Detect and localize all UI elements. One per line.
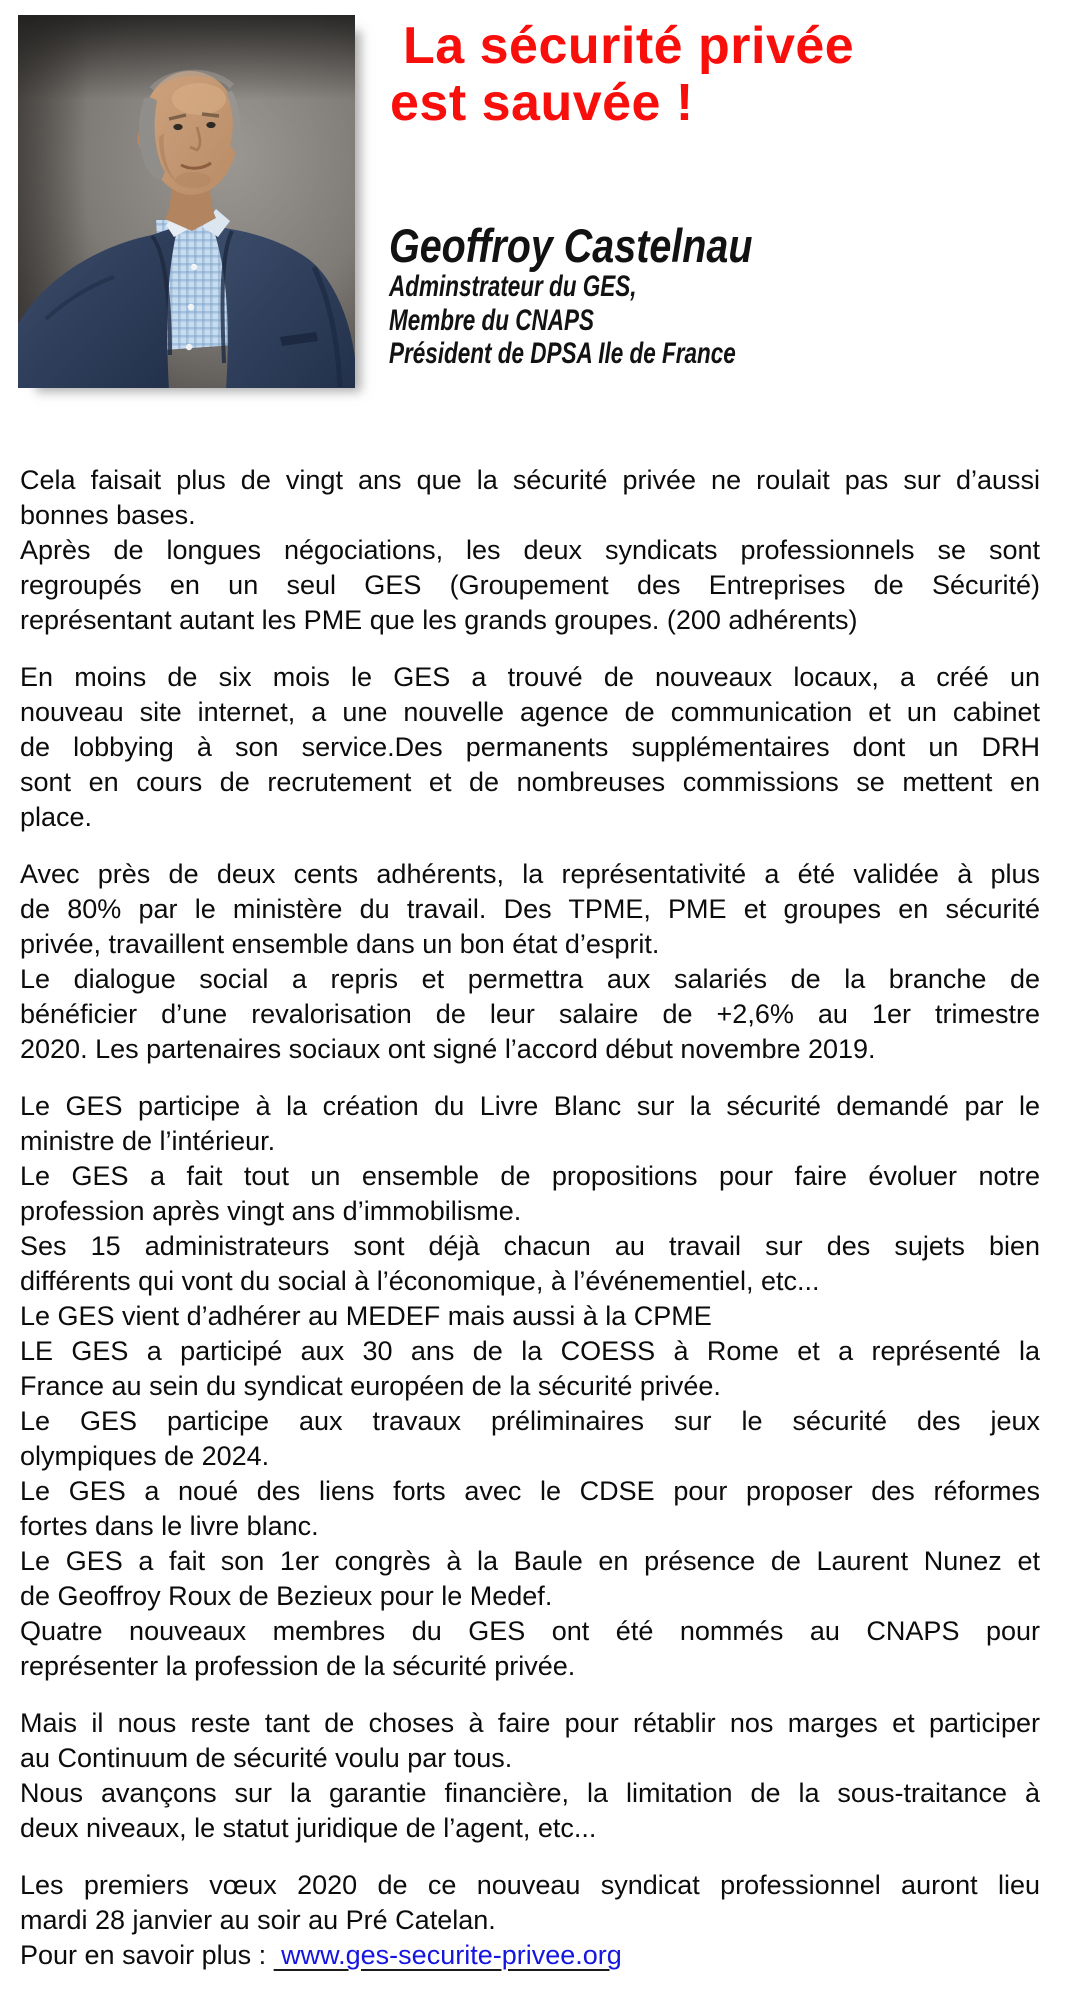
body-text-line: Le GES vient d’adhérer au MEDEF mais aussi à la CPME bbox=[20, 1301, 712, 1331]
body-text-line: nouveau site internet, a une nouvelle agence de communication et un cabinet bbox=[20, 697, 1040, 727]
body-text-line: fortes dans le livre blanc. bbox=[20, 1511, 319, 1541]
paragraph-block bbox=[20, 1868, 1040, 1973]
body-text-line: Le GES participe aux travaux préliminaires sur le sécurité des jeux bbox=[20, 1406, 1040, 1436]
header bbox=[0, 0, 1080, 463]
article-body bbox=[20, 463, 1040, 1973]
link-prefix-text: Pour en savoir plus : bbox=[20, 1940, 274, 1970]
paragraph-block bbox=[20, 660, 1040, 835]
body-text-line: regroupés en un seul GES (Groupement des Entreprises de Sécurité) bbox=[20, 570, 1040, 600]
body-text-line: deux niveaux, le statut juridique de l’agent, etc... bbox=[20, 1813, 597, 1843]
author-name: Geoffroy Castelnau bbox=[389, 219, 753, 272]
paragraph-block bbox=[20, 1706, 1040, 1846]
body-text-line: Le GES participe à la création du Livre Blanc sur la sécurité demandé par le bbox=[20, 1091, 1040, 1121]
body-text-line: Le GES a fait son 1er congrès à la Baule en présence de Laurent Nunez et bbox=[20, 1546, 1040, 1576]
body-text-line: 2020. Les partenaires sociaux ont signé l’accord début novembre 2019. bbox=[20, 1034, 876, 1064]
body-text-line: Après de longues négociations, les deux syndicats professionnels se sont bbox=[20, 535, 1040, 565]
body-text-line: de Geoffroy Roux de Bezieux pour le Medef. bbox=[20, 1581, 553, 1611]
body-text-line: de 80% par le ministère du travail. Des TPME, PME et groupes en sécurité bbox=[20, 894, 1040, 924]
body-text-line: ministre de l’intérieur. bbox=[20, 1126, 276, 1156]
body-text-line: place. bbox=[20, 802, 93, 832]
paragraph-block bbox=[20, 1089, 1040, 1684]
body-text-line: représenter la profession de la sécurité privée. bbox=[20, 1651, 576, 1681]
author-role-2: Membre du CNAPS bbox=[389, 303, 595, 337]
body-text-line: Quatre nouveaux membres du GES ont été nommés au CNAPS pour bbox=[20, 1616, 1040, 1646]
body-text-line: représentant autant les PME que les grands groupes. (200 adhérents) bbox=[20, 605, 858, 635]
paragraph-block bbox=[20, 857, 1040, 1067]
body-text-line: Le GES a noué des liens forts avec le CDSE pour proposer des réformes bbox=[20, 1476, 1040, 1506]
body-text-line: France au sein du syndicat européen de la sécurité privée. bbox=[20, 1371, 721, 1401]
body-text-line: différents qui vont du social à l’économique, à l’événementiel, etc... bbox=[20, 1266, 820, 1296]
body-text-line: Nous avançons sur la garantie financière, la limitation de la sous-traitance à bbox=[20, 1778, 1040, 1808]
link-line bbox=[20, 1938, 1040, 1973]
paragraph-block bbox=[20, 463, 1040, 638]
body-text-line: Le GES a fait tout un ensemble de propositions pour faire évoluer notre bbox=[20, 1161, 1040, 1191]
portrait-illustration bbox=[18, 15, 355, 388]
page-title-line-1: La sécurité privée bbox=[403, 17, 855, 75]
body-text-line: profession après vingt ans d’immobilisme. bbox=[20, 1196, 522, 1226]
body-text-line: Les premiers vœux 2020 de ce nouveau syndicat professionnel auront lieu bbox=[20, 1870, 1040, 1900]
body-text-line: Le dialogue social a repris et permettra aux salariés de la branche de bbox=[20, 964, 1040, 994]
page-title-line-2: est sauvée ! bbox=[390, 74, 694, 132]
body-text-line: Mais il nous reste tant de choses à faire pour rétablir nos marges et participer bbox=[20, 1708, 1040, 1738]
body-text-line: Ses 15 administrateurs sont déjà chacun au travail sur des sujets bien bbox=[20, 1231, 1040, 1261]
author-roles bbox=[389, 270, 736, 371]
body-text-line: de lobbying à son service.Des permanents supplémentaires dont un DRH bbox=[20, 732, 1040, 762]
portrait-photo bbox=[18, 15, 355, 388]
body-text-line: olympiques de 2024. bbox=[20, 1441, 270, 1471]
author-role-3: Président de DPSA Ile de France bbox=[389, 337, 736, 370]
body-text-line: bénéficier d’une revalorisation de leur salaire de +2,6% au 1er trimestre bbox=[20, 999, 1040, 1029]
body-text-line: privée, travaillent ensemble dans un bon état d’esprit. bbox=[20, 929, 660, 959]
body-text-line: Avec près de deux cents adhérents, la représentativité a été validée à plus bbox=[20, 859, 1040, 889]
body-text-line: Cela faisait plus de vingt ans que la sécurité privée ne roulait pas sur d’aussi bbox=[20, 465, 1040, 495]
body-text-line: En moins de six mois le GES a trouvé de nouveaux locaux, a créé un bbox=[20, 662, 1040, 692]
body-text-line: mardi 28 janvier au soir au Pré Catelan. bbox=[20, 1905, 496, 1935]
body-text-line: LE GES a participé aux 30 ans de la COESS à Rome et a représenté la bbox=[20, 1336, 1040, 1366]
body-text-line: bonnes bases. bbox=[20, 500, 196, 530]
page-title bbox=[390, 18, 854, 132]
author-role-1: Adminstrateur du GES, bbox=[389, 270, 637, 303]
body-text-line: sont en cours de recrutement et de nombreuses commissions se mettent en bbox=[20, 767, 1040, 797]
website-link[interactable]: www.ges-securite-privee.org bbox=[273, 1940, 622, 1970]
body-text-line: au Continuum de sécurité voulu par tous. bbox=[20, 1743, 513, 1773]
